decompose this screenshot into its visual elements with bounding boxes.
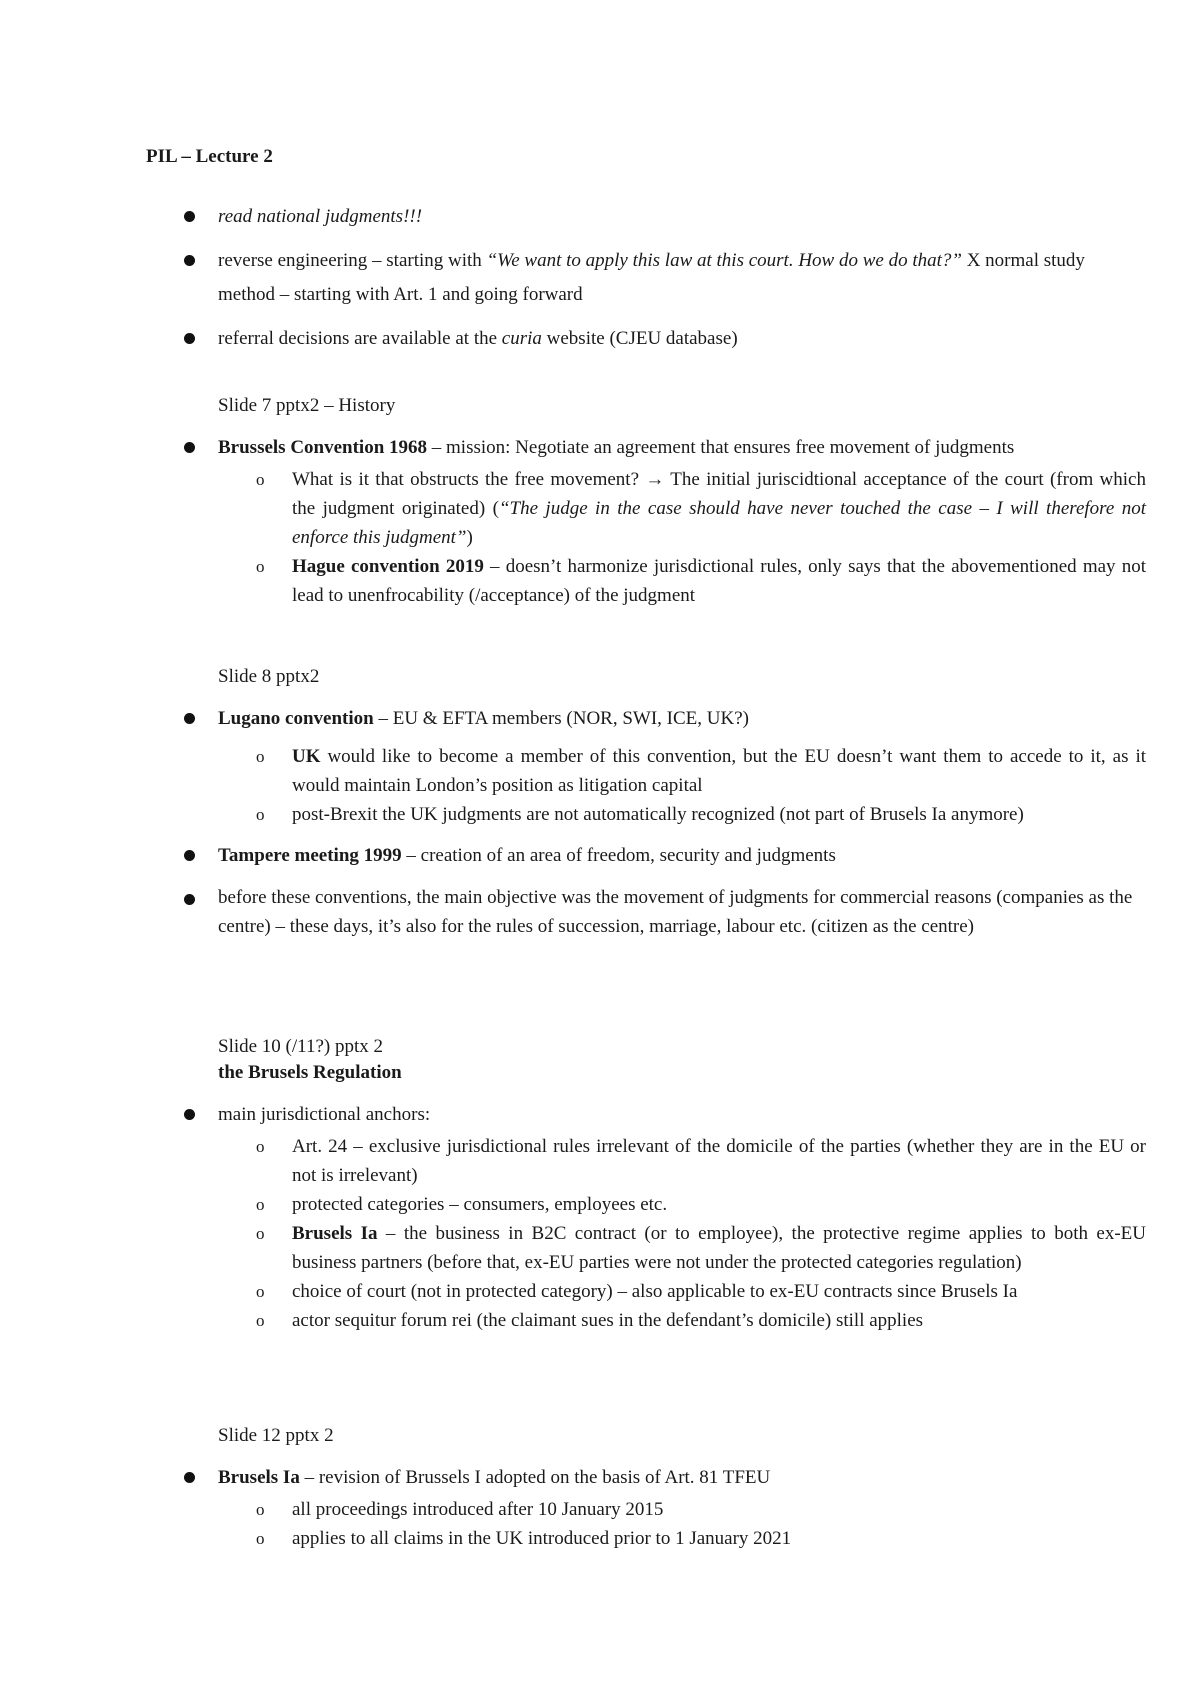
slide-8-section [146,664,1146,941]
bullet-item: Tampere meeting 1999 – creation of an area of freedom, security and judgments [146,839,1146,873]
sub-bullet-item: o applies to all claims in the UK introduced prior to 1 January 2021 [146,1524,1146,1553]
slide-12-section [146,1423,1146,1553]
slide-10-section [146,1034,1146,1335]
bullet-item: Lugano convention – EU & EFTA members (NOR, SWI, ICE, UK?) [146,702,1146,736]
bullet-item: read national judgments!!! [146,200,1146,234]
slide-heading: Slide 12 pptx 2 [218,1425,334,1446]
sub-bullet-item: o Art. 24 – exclusive jurisdictional rules irrelevant of the domicile of the parties (whether they are in the EU or not is irrelevant) [146,1132,1146,1190]
sub-bullet-item: o What is it that obstructs the free movement? → The initial juriscidtional acceptance of the court (from which the judgment originated) (“The judge in the case should have never touched the case – I will therefore not enforce this judgment”) [146,465,1146,552]
sub-bullet-item: o Hague convention 2019 – doesn’t harmonize jurisdictional rules, only says that the abovementioned may not lead to unenfrocability (/acceptance) of the judgment [146,552,1146,610]
slide-heading: Slide 8 pptx2 [218,666,320,687]
bullet-item: Brusels Ia – revision of Brussels I adopted on the basis of Art. 81 TFEU [146,1461,1146,1495]
bullet-item: reverse engineering – starting with “We want to apply this law at this court. How do we do that?” X normal study method – starting with Art. 1 and going forward [146,244,1146,312]
slide-7-section [146,393,1146,610]
slide-heading: Slide 7 pptx2 – History [218,395,396,416]
sub-bullet-item: o choice of court (not in protected category) – also applicable to ex-EU contracts since Brusels Ia [146,1277,1146,1306]
sub-bullet-item: o all proceedings introduced after 10 January 2015 [146,1495,1146,1524]
bullet-item: Brussels Convention 1968 – mission: Negotiate an agreement that ensures free movement of judgments [146,431,1146,465]
bullet-item: before these conventions, the main objective was the movement of judgments for commercial reasons (companies as the centre) – these days, it’s also for the rules of succession, marriage, labour etc. (citizen as the centre) [146,883,1146,941]
sub-bullet-item: o Brusels Ia – the business in B2C contract (or to employee), the protective regime applies to both ex-EU business partners (before that, ex-EU parties were not under the protected categories regulation) [146,1219,1146,1277]
slide-heading: Slide 10 (/11?) pptx 2 [218,1036,383,1057]
sub-bullet-item: o actor sequitur forum rei (the claimant sues in the defendant’s domicile) still applies [146,1306,1146,1335]
sub-bullet-item: o post-Brexit the UK judgments are not automatically recognized (not part of Brusels Ia anymore) [146,800,1146,829]
bullet-item: referral decisions are available at the curia website (CJEU database) [146,322,1146,356]
sub-bullet-item: o UK would like to become a member of this convention, but the EU doesn’t want them to accede to it, as it would maintain London’s position as litigation capital [146,742,1146,800]
sub-bullet-item: o protected categories – consumers, employees etc. [146,1190,1146,1219]
document-title: PIL – Lecture 2 [146,146,273,167]
slide-subheading: the Brusels Regulation [218,1062,402,1083]
bullet-item: main jurisdictional anchors: [146,1098,1146,1132]
intro-section [146,200,1146,356]
